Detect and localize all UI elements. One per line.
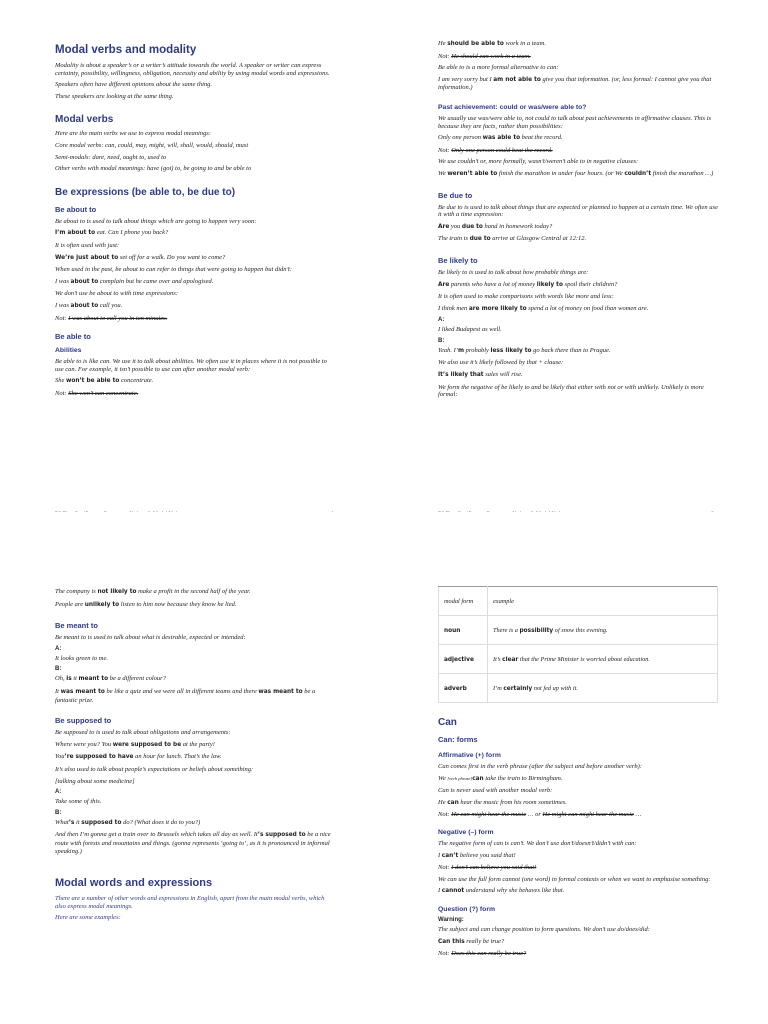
example: It’s likely that sales will rise. bbox=[438, 371, 523, 379]
text: Be able to is a more formal alternative to can: bbox=[438, 64, 559, 72]
text: It is often used with just: bbox=[55, 241, 120, 249]
example: I was about to complain but he came over and apologised. bbox=[55, 277, 214, 285]
text: The negative form of can is can’t. We don’t use don’t/doesn’t/didn’t with can: bbox=[438, 839, 637, 847]
text: Be about to is used to talk about things which are going to happen very soon: bbox=[55, 217, 257, 225]
page-4 bbox=[384, 512, 768, 1024]
example: She won’t be able to concentrate. bbox=[55, 377, 154, 385]
table-row: noun There is a possibility of snow this evening. bbox=[439, 616, 718, 645]
subheading-be-meant-to: Be meant to bbox=[55, 621, 98, 631]
page-2 bbox=[384, 0, 768, 512]
example: We weren’t able to finish the marathon in under four hours. (or We couldn’t finish the marathon …) bbox=[438, 169, 714, 177]
text: We don’t use be about to with time expressions: bbox=[55, 290, 179, 298]
text: Be likely to is used to talk about how probable things are: bbox=[438, 268, 589, 276]
example: You’re supposed to have an hour for lunch. That’s the law. bbox=[55, 753, 222, 761]
example: What’s it supposed to do? (What does it do to you?) bbox=[55, 818, 201, 826]
text: Be able to is like can. We use it to talk about abilities. We often use it in places where it is not possible to use can. For example, it isn’t possible to use can after another modal verb: bbox=[55, 358, 327, 373]
section-heading-modal-words: Modal words and expressions bbox=[55, 877, 213, 890]
speaker-b-label: B: bbox=[438, 337, 445, 344]
text: Speakers often have different opinions about the same thing. bbox=[55, 81, 212, 89]
example: The train is due to arrive at Glasgow Central at 12:12. bbox=[438, 235, 587, 243]
example: I was about to call you. bbox=[55, 301, 123, 309]
example: We’re just about to set off for a walk. Do you want to come? bbox=[55, 253, 226, 261]
example: Where were you? You were supposed to be at the party! bbox=[55, 740, 215, 748]
text: It’s also used to talk about people’s expectations or beliefs about something: bbox=[55, 765, 254, 773]
not-example: Not: He can might hear the music … or He might can might hear the music … bbox=[438, 811, 642, 819]
example: Can this really be true? bbox=[438, 937, 505, 945]
text: We form the negative of be likely to and be likely that either with not or with unlikely. Unlikely is more formal: bbox=[438, 383, 704, 399]
text: Be supposed to is used to talk about obligations and arrangements: bbox=[55, 729, 231, 737]
text: Semi-modals: dare, need, ought to, used to bbox=[55, 153, 167, 161]
text: Core modal verbs: can, could, may, might, will, shall, would, should, must bbox=[55, 141, 249, 149]
example: He can hear the music from his room sometimes. bbox=[438, 798, 567, 806]
table-cell: noun bbox=[444, 627, 461, 634]
example: I cannot understand why she behaves like that. bbox=[438, 887, 565, 895]
text: It looks green to me. bbox=[55, 654, 109, 662]
not-example: Not: I don’t can believe you said that! bbox=[438, 864, 537, 872]
text: Can is never used with another modal verb: bbox=[438, 787, 553, 795]
subheading-abilities: Abilities bbox=[55, 347, 82, 355]
example: I’m about to eat. Can I phone you back? bbox=[55, 229, 169, 237]
example: The company is not likely to make a profit in the second half of the year. bbox=[55, 588, 251, 595]
page-3 bbox=[0, 512, 384, 1024]
table-header-cell: example bbox=[488, 587, 718, 616]
page-title: Modal verbs and modality bbox=[55, 44, 197, 56]
text: We usually use was/were able to, not could to talk about past achievements in affirmative clauses. This is because they are facts, rather than possibilities: bbox=[438, 114, 712, 130]
table-cell: adverb bbox=[444, 685, 467, 692]
subheading-be-able-to: Be able to bbox=[55, 332, 91, 342]
speaker-a-label: A: bbox=[438, 317, 445, 324]
not-example: Not: He should can work in a team. bbox=[438, 52, 531, 60]
subheading-be-likely-to: Be likely to bbox=[438, 255, 478, 265]
not-example: Not: I was about to call you in ten minutes. bbox=[55, 314, 168, 322]
table-cell: adjective bbox=[444, 656, 474, 663]
subheading-be-supposed-to: Be supposed to bbox=[55, 716, 112, 726]
subheading-be-about-to: Be about to bbox=[55, 204, 97, 214]
subheading-negative: Negative (–) form bbox=[438, 828, 494, 836]
subheading-past-achievement: Past achievement: could or was/were able to? bbox=[438, 103, 587, 111]
table-row: adjective It’s clear that the Prime Minister is worried about education. bbox=[439, 645, 718, 674]
text: These speakers are looking at the same thing. bbox=[55, 92, 174, 100]
example: Only one person was able to beat the record. bbox=[438, 134, 563, 142]
example: Yeah. I’m probably less likely to go back there than to Prague. bbox=[438, 346, 611, 354]
example: I am very sorry but I am not able to give you that information. (or, less formal: I cannot give you that information.) bbox=[438, 75, 712, 92]
speaker-b-label: B: bbox=[55, 809, 62, 816]
section-heading-can: Can bbox=[438, 717, 457, 728]
example: People are unlikely to listen to him now because they know he lied. bbox=[55, 600, 237, 608]
example: And then I’m gonna get a train over to Brussels which takes all day as well. It’s supposed to be a nice route with forests and mountains and things. (gonna represents ‘going to’, as it is pronounced in informal speaking.) bbox=[55, 831, 331, 855]
text: Be meant to is used to talk about what is desirable, expected or intended: bbox=[55, 634, 246, 642]
text: The subject and can change position to form questions. We don’t use do/does/did: bbox=[438, 925, 650, 933]
section-heading-be-expressions: Be expressions (be able to, be due to) bbox=[55, 186, 236, 198]
intro-text: Modality is about a speaker’s or a writer’s attitude towards the world. A speaker or writer can express certainty, possibility, willingness, obligation, necessity and ability by using modal words and expressions. bbox=[55, 62, 330, 77]
example: It was meant to be like a quiz and we were all in different teams and there was meant to be a fantastic prize. bbox=[55, 687, 316, 704]
table-header-cell: modal form bbox=[439, 587, 488, 616]
example: We [verb phrase]can take the train to Birmingham. bbox=[438, 774, 563, 782]
modal-forms-table bbox=[438, 586, 718, 703]
subheading-be-due-to: Be due to bbox=[438, 190, 473, 200]
text: Can comes first in the verb phrase (after the subject and before another verb): bbox=[438, 763, 642, 770]
table-row: adverb I’m certainly not fed up with it. bbox=[439, 674, 718, 703]
subheading-question: Question (?) form bbox=[438, 905, 496, 913]
example: Are you due to hand in homework today? bbox=[438, 222, 553, 230]
text: We use couldn’t or, more formally, wasn’t/weren’t able to in negative clauses: bbox=[438, 158, 639, 166]
speaker-b-label: B: bbox=[55, 666, 62, 673]
table-header-row bbox=[439, 587, 718, 616]
text: We can use the full form cannot (one word) in formal contexts or when we want to emphasise something: bbox=[438, 875, 711, 883]
example: Oh, is it meant to be a different colour? bbox=[55, 675, 166, 683]
example: I can’t believe you said that! bbox=[438, 851, 516, 859]
section-heading-modal-verbs: Modal verbs bbox=[55, 114, 114, 126]
not-example: Not: She won’t can concentrate. bbox=[55, 389, 139, 397]
example: Are parents who have a lot of money likely to spoil their children? bbox=[438, 280, 618, 288]
example: I think men are more likely to spend a lot of money on food than women are. bbox=[438, 304, 649, 312]
text: Here are the main verbs we use to express modal meanings: bbox=[55, 130, 211, 138]
text: When used in the past, be about to can refer to things that were going to happen but didn’t: bbox=[55, 266, 292, 274]
not-example: Not: Only one person could beat the record. bbox=[438, 146, 553, 154]
text: [talking about some medicine] bbox=[55, 777, 135, 785]
text: Other verbs with modal meanings: have (got) to, be going to and be able to bbox=[55, 165, 252, 173]
text: Take some of this. bbox=[55, 798, 102, 806]
subheading-affirmative: Affirmative (+) form bbox=[438, 752, 501, 759]
page-1 bbox=[0, 0, 384, 512]
warning-label: Warning: bbox=[438, 916, 464, 923]
text: Here are some examples: bbox=[55, 914, 121, 922]
not-example: Not: Does this can really be true? bbox=[438, 950, 527, 958]
speaker-a-label: A: bbox=[55, 789, 62, 796]
text: We also use it’s likely followed by that + clause: bbox=[438, 359, 564, 367]
subheading-can-forms: Can: forms bbox=[438, 735, 478, 744]
text: Be due to is used to talk about things that are expected or planned to happen at a certain time. We often use it with a time expression: bbox=[438, 203, 718, 219]
text: I liked Budapest as well. bbox=[438, 326, 502, 334]
speaker-a-label: A: bbox=[55, 645, 62, 652]
text: There are a number of other words and expressions in English, apart from the main modal verbs, which also express modal meanings. bbox=[55, 895, 325, 910]
example: He should be able to work in a team. bbox=[438, 40, 546, 47]
text: It is often used to make comparisons with words like more and less: bbox=[438, 293, 614, 301]
